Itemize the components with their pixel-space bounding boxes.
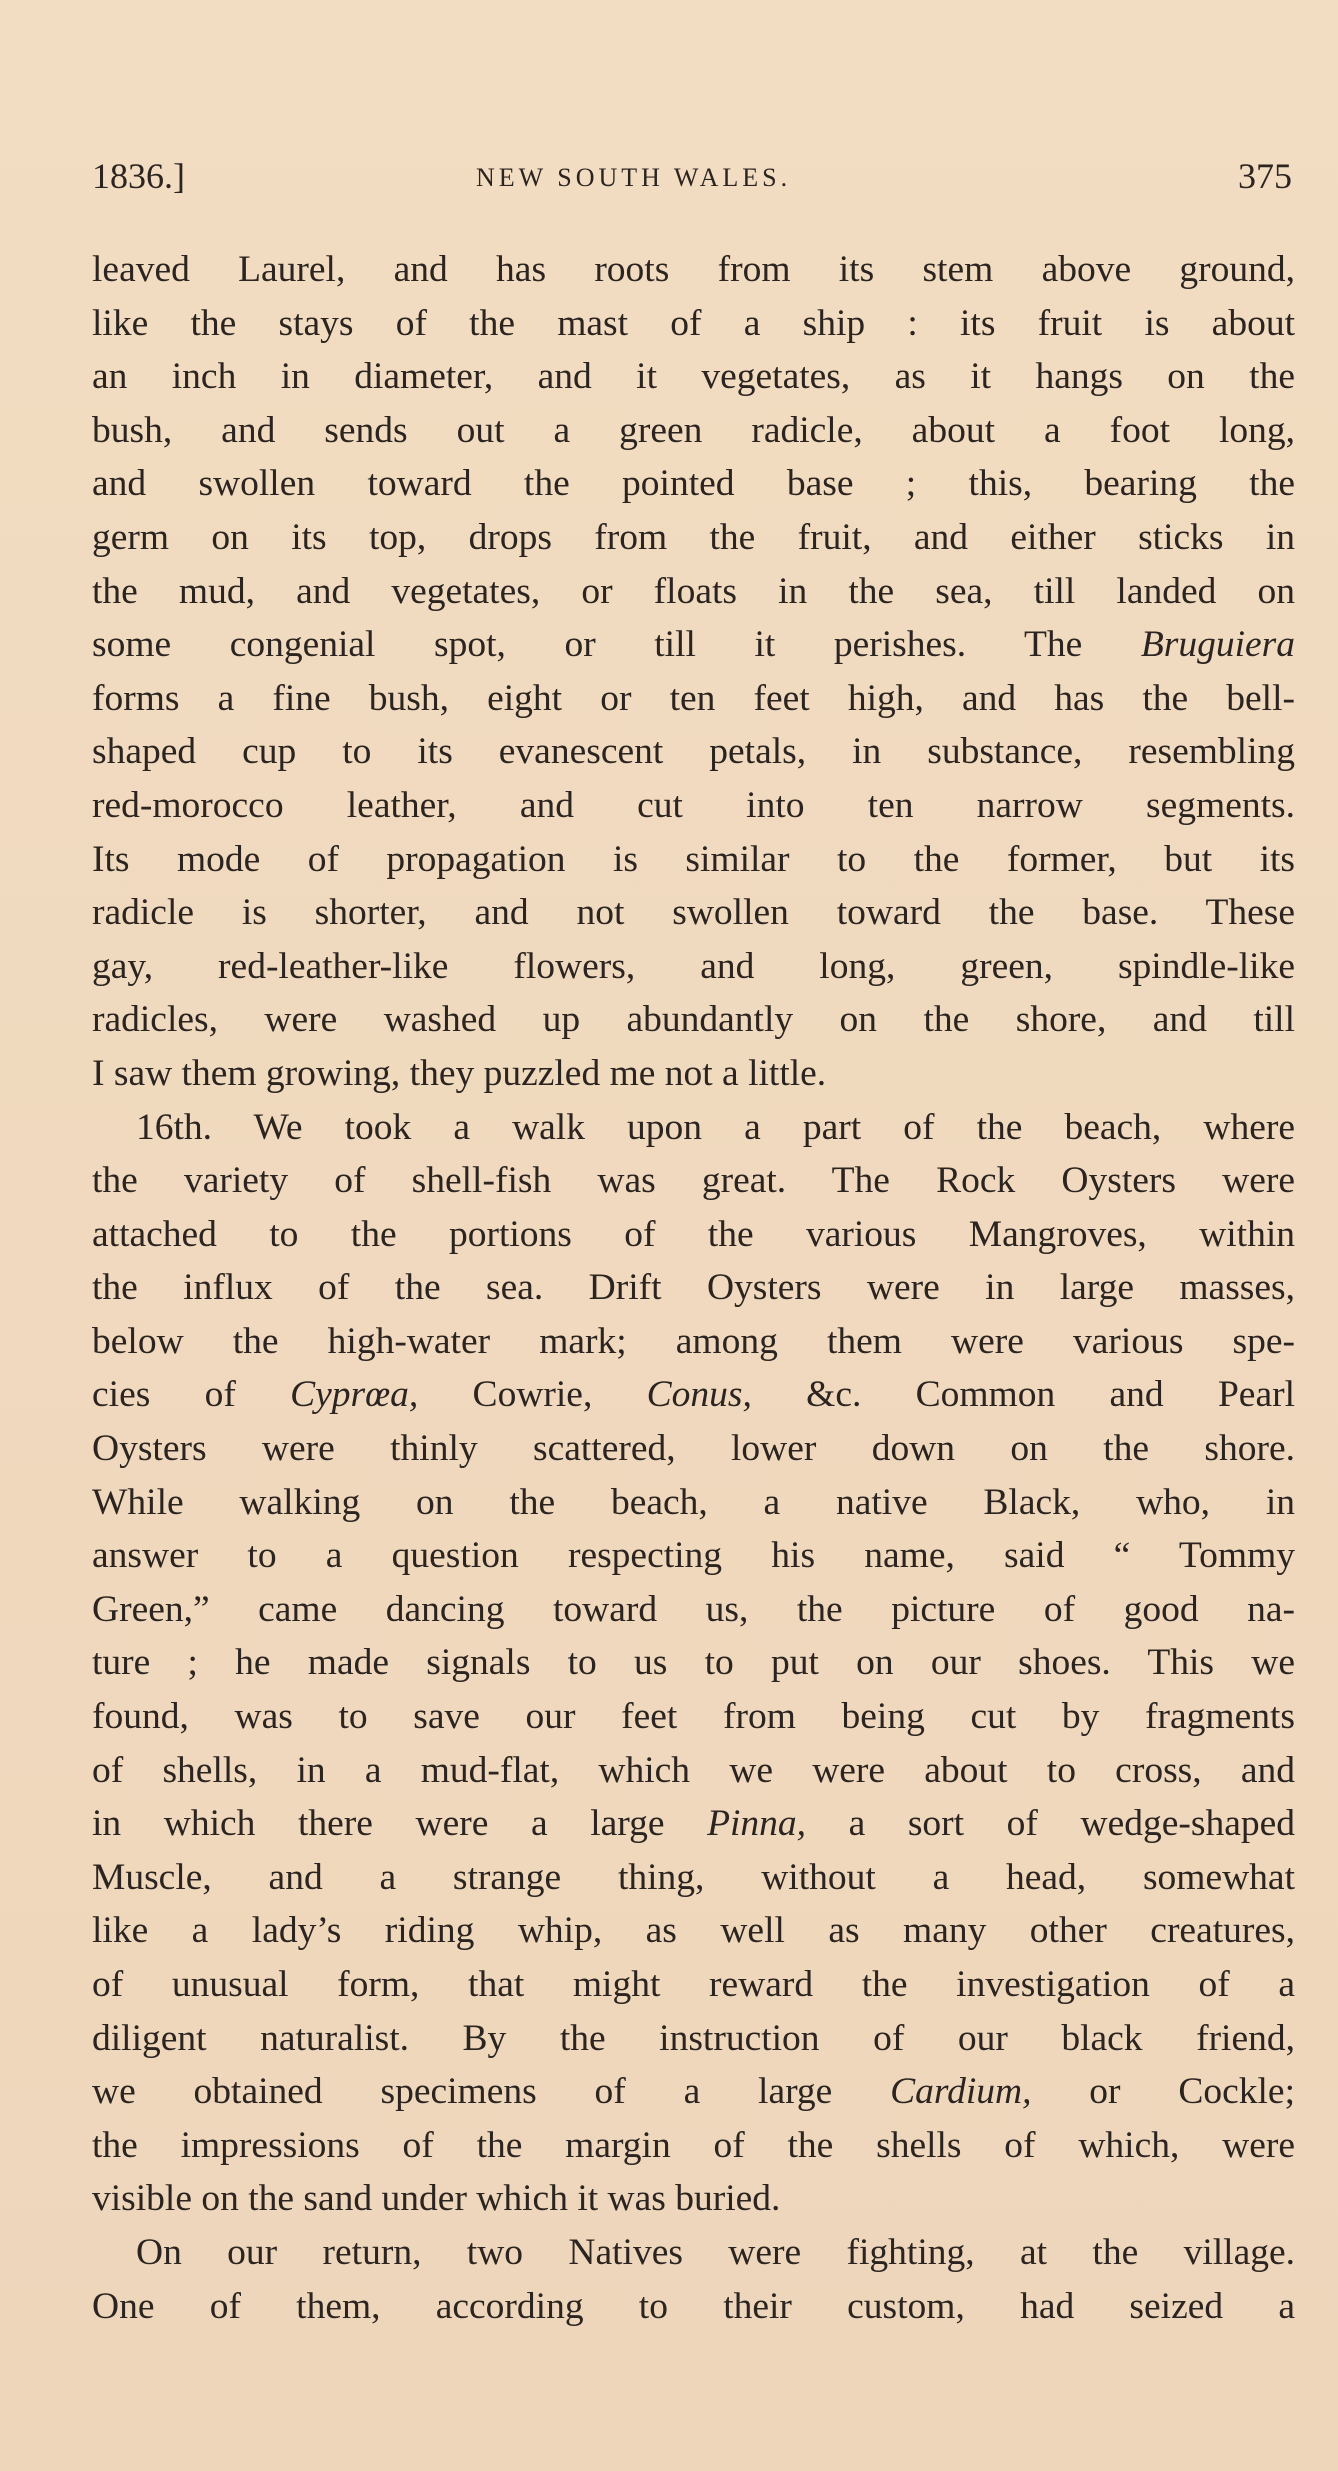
running-header <box>92 155 1292 205</box>
text-line <box>92 833 1295 887</box>
text-run: like a lady’s riding whip, as well as many other creatures, <box>92 1910 1295 1952</box>
text-run: On our return, two Natives were fighting, at the village. <box>136 2231 1295 2273</box>
italic-term: Cyprœa, <box>290 1374 419 1416</box>
italic-term: Conus, <box>646 1374 752 1416</box>
text-run: Green,” came dancing toward us, the picture of good na- <box>92 1588 1295 1630</box>
text-run: Oysters were thinly scattered, lower down on the shore. <box>92 1428 1295 1470</box>
text-line <box>92 1368 1295 1422</box>
italic-term: Cardium, <box>890 2071 1032 2113</box>
text-line <box>92 1154 1295 1208</box>
text-line <box>92 243 1295 297</box>
text-line <box>92 1958 1295 2012</box>
text-run: 16th. We took a walk upon a part of the beach, where <box>136 1106 1295 1148</box>
text-run: answer to a question respecting his name, said “ Tommy <box>92 1535 1295 1577</box>
text-run: the variety of shell-fish was great. The Rock Oysters were <box>92 1160 1295 1202</box>
text-run: &c. Common and Pearl <box>751 1374 1295 1416</box>
text-run: an inch in diameter, and it vegetates, as it hangs on the <box>92 356 1295 398</box>
text-line <box>92 1476 1295 1530</box>
text-run: radicles, were washed up abundantly on the shore, and till <box>92 999 1295 1041</box>
text-line <box>92 1904 1295 1958</box>
text-run: of unusual form, that might reward the investigation of a <box>92 1964 1295 2005</box>
text-line <box>92 2280 1295 2334</box>
text-line <box>92 457 1295 511</box>
text-line <box>92 1744 1295 1798</box>
text-run: red-morocco leather, and cut into ten narrow segments. <box>92 784 1295 826</box>
text-run: While walking on the beach, a native Black, who, in <box>92 1481 1295 1523</box>
body-text <box>92 243 1295 2333</box>
text-run: radicle is shorter, and not swollen toward the base. These <box>92 892 1295 934</box>
page-number: 375 <box>1238 156 1292 196</box>
text-line <box>92 672 1295 726</box>
text-run: Cowrie, <box>418 1374 647 1416</box>
text-line <box>92 618 1295 672</box>
text-line <box>92 2065 1295 2119</box>
text-run: we obtained specimens of a large <box>92 2071 891 2113</box>
text-line <box>92 886 1295 940</box>
text-line <box>92 565 1295 619</box>
text-line <box>92 1315 1295 1369</box>
text-run: shaped cup to its evanescent petals, in substance, resembling <box>92 731 1295 773</box>
text-line <box>92 1208 1295 1262</box>
text-line <box>92 940 1295 994</box>
text-run: the influx of the sea. Drift Oysters were in large masses, <box>92 1267 1295 1309</box>
text-line <box>92 779 1295 833</box>
text-run: visible on the sand under which it was buried. <box>92 2178 781 2220</box>
text-run: ture ; he made signals to us to put on our shoes. This we <box>92 1642 1295 1684</box>
text-run: or Cockle; <box>1031 2071 1295 2113</box>
text-line <box>92 1529 1295 1583</box>
text-run: leaved Laurel, and has roots from its stem above ground, <box>92 249 1295 290</box>
text-line <box>92 1101 1295 1155</box>
text-run: gay, red-leather-like flowers, and long, green, spindle-like <box>92 945 1295 987</box>
text-run: a sort of wedge-shaped <box>806 1803 1295 1845</box>
text-line <box>92 993 1295 1047</box>
text-line <box>92 511 1295 565</box>
text-line <box>92 2172 1295 2226</box>
text-run: diligent naturalist. By the instruction of our black friend, <box>92 2017 1295 2059</box>
text-line <box>92 404 1295 458</box>
text-run: of shells, in a mud-flat, which we were about to cross, and <box>92 1749 1295 1791</box>
italic-term: Pinna, <box>707 1803 807 1845</box>
text-line <box>92 1422 1295 1476</box>
text-run: bush, and sends out a green radicle, about a foot long, <box>92 409 1295 451</box>
text-line <box>92 1690 1295 1744</box>
text-line <box>92 1583 1295 1637</box>
text-run: attached to the portions of the various Mangroves, within <box>92 1213 1295 1255</box>
text-run: One of them, according to their custom, had seized a <box>92 2285 1295 2327</box>
text-line <box>92 1047 1295 1101</box>
text-run: the impressions of the margin of the shells of which, were <box>92 2124 1295 2166</box>
text-run: in which there were a large <box>92 1803 708 1845</box>
text-run: some congenial spot, or till it perishes. The <box>92 624 1141 666</box>
text-line <box>92 1261 1295 1315</box>
text-line <box>92 2226 1295 2280</box>
text-run: below the high-water mark; among them were various spe- <box>92 1320 1295 1362</box>
text-run: like the stays of the mast of a ship : its fruit is about <box>92 302 1295 344</box>
running-title: NEW SOUTH WALES. <box>476 163 792 192</box>
text-line <box>92 725 1295 779</box>
text-run: found, was to save our feet from being cut by fragments <box>92 1696 1295 1738</box>
text-run: germ on its top, drops from the fruit, and either sticks in <box>92 516 1295 558</box>
text-run: the mud, and vegetates, or floats in the sea, till landed on <box>92 570 1295 612</box>
text-line <box>92 2012 1295 2066</box>
text-line <box>92 1797 1295 1851</box>
header-year: 1836.] <box>92 156 185 196</box>
text-line <box>92 2119 1295 2173</box>
text-line <box>92 297 1295 351</box>
text-line <box>92 350 1295 404</box>
text-line <box>92 1851 1295 1905</box>
text-run: Its mode of propagation is similar to the former, but its <box>92 838 1295 880</box>
text-run: Muscle, and a strange thing, without a head, somewhat <box>92 1856 1295 1898</box>
text-line <box>92 1636 1295 1690</box>
text-run: I saw them growing, they puzzled me not a little. <box>92 1052 827 1094</box>
text-run: cies of <box>92 1374 291 1416</box>
italic-term: Bruguiera <box>1140 624 1295 666</box>
text-run: forms a fine bush, eight or ten feet high, and has the bell- <box>92 677 1295 719</box>
text-run: and swollen toward the pointed base ; this, bearing the <box>92 463 1295 505</box>
